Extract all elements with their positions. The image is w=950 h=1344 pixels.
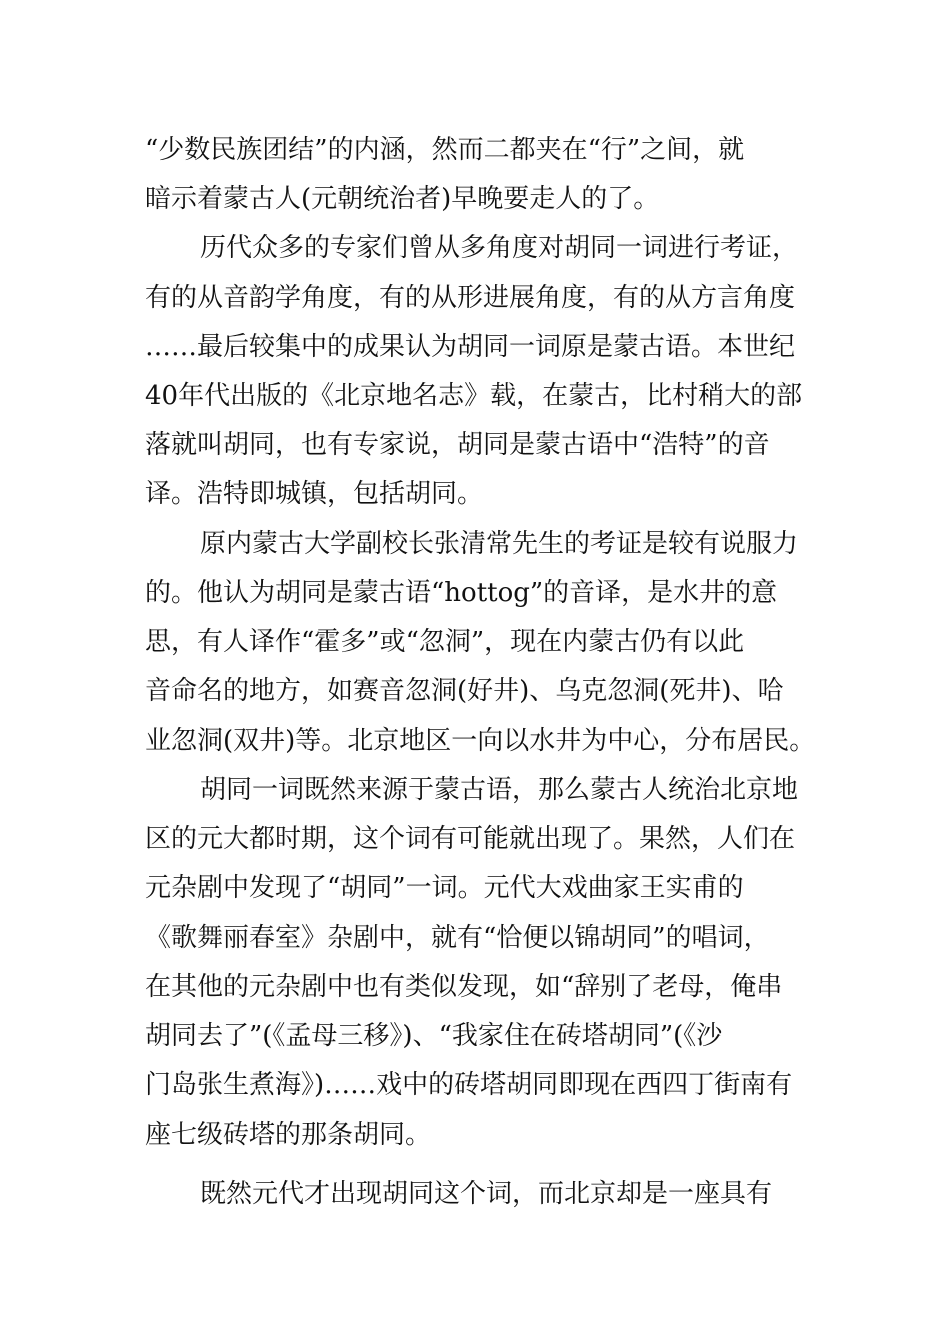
- text-line-14: 胡同一词既然来源于蒙古语，那么蒙古人统治北京地: [200, 775, 799, 805]
- text-line-15: 区的元大都时期，这个词有可能就出现了。果然，人们在: [145, 824, 796, 854]
- text-line-5: ……最后较集中的成果认为胡同一词原是蒙古语。本世纪: [145, 332, 796, 362]
- text-line-12: 音命名的地方，如赛音忽洞(好井)、乌克忽洞(死井)、哈: [145, 676, 784, 706]
- text-line-16: 元杂剧中发现了“胡同”一词。元代大戏曲家王实甫的: [145, 873, 744, 903]
- text-line-4: 有的从音韵学角度，有的从形进展角度，有的从方言角度: [145, 283, 796, 313]
- text-line-8: 译。浩特即城镇，包括胡同。: [145, 479, 484, 509]
- text-line-19: 胡同去了”(《孟母三移》)、“我家住在砖塔胡同”(《沙: [145, 1021, 723, 1051]
- text-line-21: 座七级砖塔的那条胡同。: [145, 1120, 432, 1150]
- text-line-1: “少数民族团结”的内涵，然而二都夹在“行”之间，就: [145, 135, 745, 165]
- text-line-22: 既然元代才出现胡同这个词，而北京却是一座具有: [200, 1179, 773, 1209]
- text-line-9: 原内蒙古大学副校长张清常先生的考证是较有说服力: [200, 529, 799, 559]
- text-line-18: 在其他的元杂剧中也有类似发现，如“辞别了老母，俺串: [145, 972, 783, 1002]
- text-line-20: 门岛张生煮海》)……戏中的砖塔胡同即现在西四丁街南有: [145, 1070, 793, 1100]
- text-line-3: 历代众多的专家们曾从多角度对胡同一词进行考证，: [200, 233, 799, 263]
- text-line-7: 落就叫胡同，也有专家说，胡同是蒙古语中“浩特”的音: [145, 430, 770, 460]
- text-line-10: 的。他认为胡同是蒙古语“hottog”的音译，是水井的意: [145, 578, 778, 608]
- text-line-11: 思，有人译作“霍多”或“忽洞”，现在内蒙古仍有以此: [145, 627, 745, 657]
- text-line-17: 《歌舞丽春室》杂剧中，就有“恰便以锦胡同”的唱词，: [145, 923, 770, 953]
- text-line-13: 业忽洞(双井)等。北京地区一向以水井为中心，分布居民。: [145, 726, 816, 756]
- text-line-2: 暗示着蒙古人(元朝统治者)早晚要走人的了。: [145, 184, 660, 214]
- text-line-6: 40年代出版的《北京地名志》载，在蒙古，比村稍大的部: [145, 381, 803, 411]
